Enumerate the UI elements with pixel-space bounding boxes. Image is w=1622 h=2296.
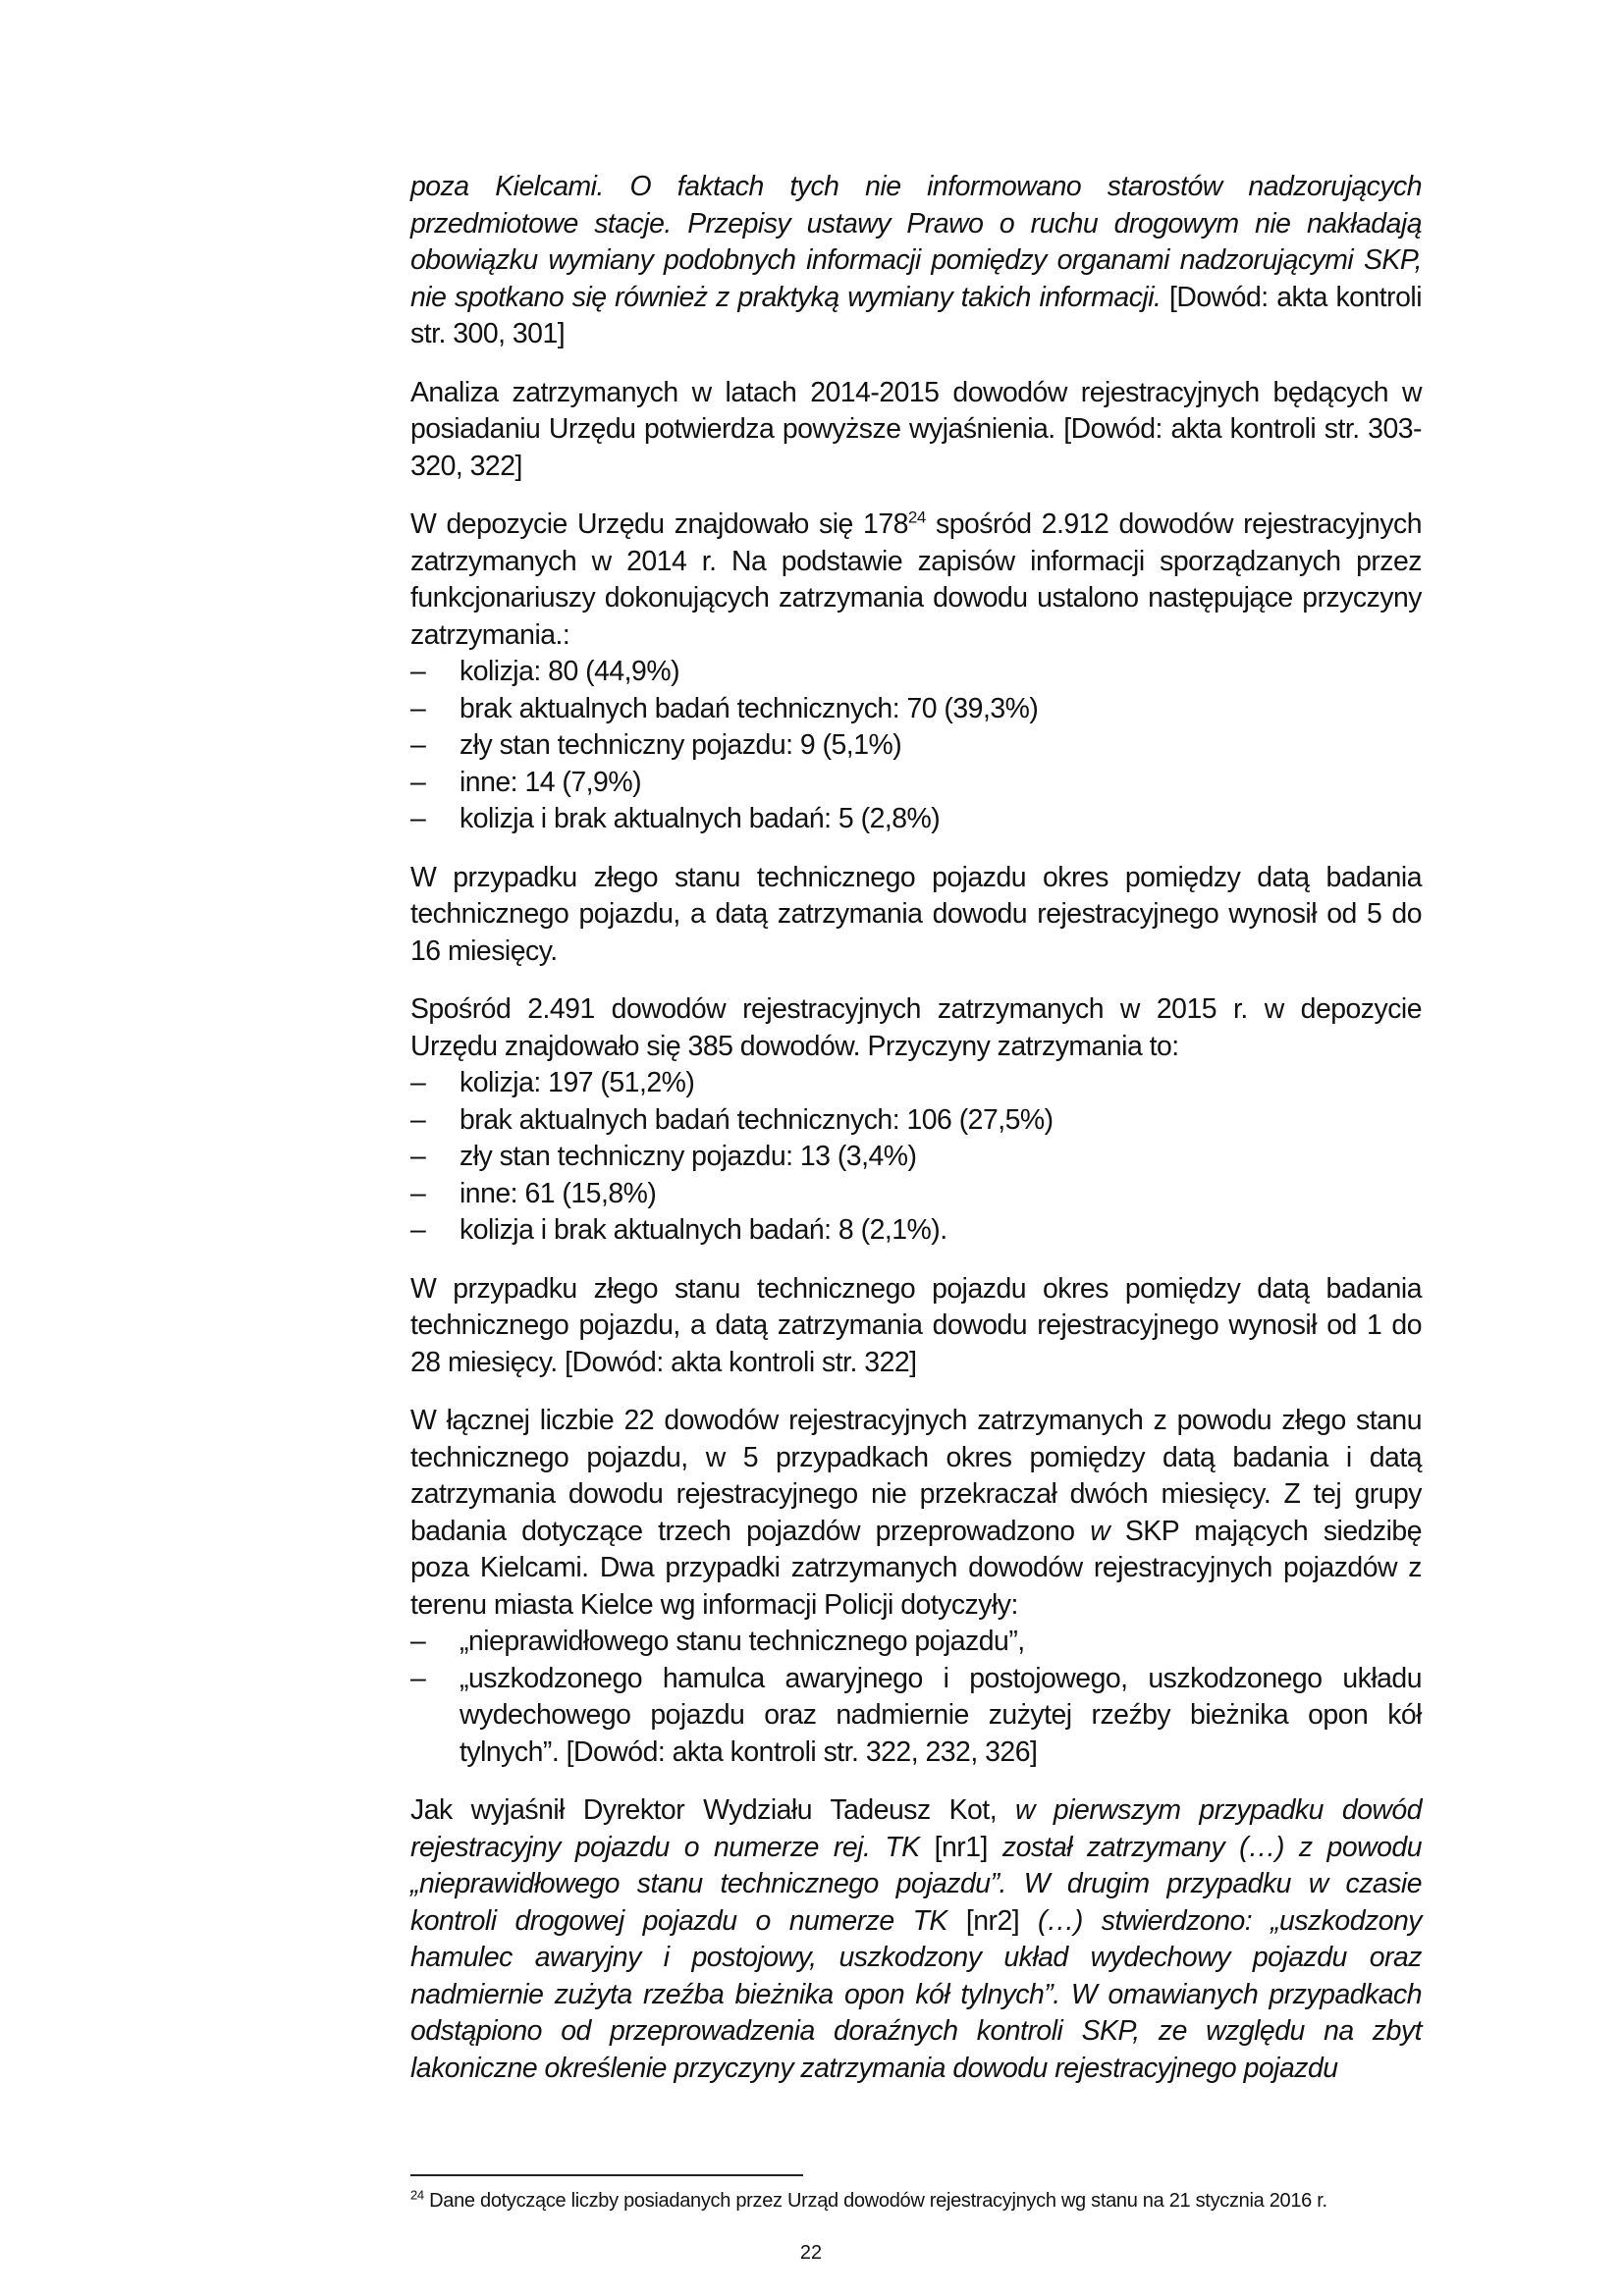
registration-placeholder-2: [nr2] — [965, 1904, 1020, 1937]
registration-placeholder-1: [nr1] — [934, 1831, 988, 1863]
list-item: – „uszkodzonego hamulca awaryjnego i postojowego, uszkodzonego układu wydechowego pojazdu oraz nadmiernie zużytej rzeźby bieżnika opon kół tylnych”. [Dowód: akta kontroli str. 322, 232, 326] — [410, 1661, 1422, 1772]
paragraph-4: W przypadku złego stanu technicznego pojazdu okres pomiędzy datą badania technicznego pojazdu, a datą zatrzymania dowodu rejestracyjnego wynosił od 5 do 16 miesięcy. — [410, 861, 1422, 967]
list-item: – inne: 14 (7,9%) — [410, 765, 1422, 802]
list-item: – „nieprawidłowego stanu technicznego pojazdu”, — [410, 1624, 1422, 1661]
paragraph-1-italic: poza Kielcami. O faktach tych nie informowano starostów nadzorujących przedmiotowe stacje. Przepisy ustawy Prawo o ruchu drogowym nie nakładają obowiązku wymiany podobnych informacji pomiędzy organami nadzorującymi SKP, nie spotkano się również z praktyką wymiany takich informacji. — [410, 171, 1422, 313]
paragraph-7-start: W łącznej liczbie 22 dowodów rejestracyjnych zatrzymanych z powodu złego stanu technicznego pojazdu, w 5 przypadkach okres pomiędzy datą badania i datą zatrzymania dowodu rejestracyjnego nie przekraczał dwóch miesięcy. Z tej grupy badania dotyczące trzech pojazdów przeprowadzono — [410, 1405, 1422, 1547]
paragraph-8-quote-3: (…) stwierdzono: „uszkodzony hamulec awaryjny i postojowy, uszkodzony układ wydechowy pojazdu oraz nadmiernie zużyta rzeźba bieżnika opon kół tylnych”. W omawianych przypadkach odstąpiono od przeprowadzenia doraźnych kontroli SKP, ze względu na zbyt lakoniczne określenie przyczyny zatrzymania dowodu rejestracyjnego pojazdu — [410, 1904, 1422, 2084]
list-item: – brak aktualnych badań technicznych: 106 (27,5%) — [410, 1102, 1422, 1140]
list-item: – kolizja: 80 (44,9%) — [410, 654, 1422, 691]
paragraph-1 — [410, 169, 1422, 353]
paragraph-7 — [410, 1403, 1422, 1624]
paragraph-6: W przypadku złego stanu technicznego pojazdu okres pomiędzy datą badania technicznego pojazdu, a datą zatrzymania dowodu rejestracyjnego wynosił od 1 do 28 miesięcy. [Dowód: akta kontroli str. 322] — [410, 1272, 1422, 1378]
list-item: – kolizja i brak aktualnych badań: 8 (2,1%). — [410, 1212, 1422, 1250]
paragraph-3-start: W depozycie Urzędu znajdowało się 178 — [410, 508, 908, 540]
footnote — [410, 2188, 1422, 2214]
list-item: – brak aktualnych badań technicznych: 70 (39,3%) — [410, 691, 1422, 728]
list-reasons-2014 — [410, 654, 1422, 838]
list-reasons-2015 — [410, 1065, 1422, 1250]
page-body — [410, 169, 1422, 2109]
paragraph-8 — [410, 1792, 1422, 2087]
footnote-number: 24 — [410, 2187, 424, 2203]
footnote-separator — [410, 2174, 803, 2176]
paragraph-7-w: w — [1090, 1515, 1110, 1547]
paragraph-3 — [410, 507, 1422, 654]
footnote-text: Dane dotyczące liczby posiadanych przez Urząd dowodów rejestracyjnych wg stanu na 21 stycznia 2016 r. — [423, 2190, 1327, 2212]
footnote-ref: 24 — [907, 507, 926, 527]
paragraph-1-evidence: [Dowód: akta kontroli str. 300, 301] — [410, 281, 1423, 349]
paragraph-2: Analiza zatrzymanych w latach 2014-2015 dowodów rejestracyjnych będących w posiadaniu Urzędu potwierdza powyższe wyjaśnienia. [Dowód: akta kontroli str. 303-320, 322] — [410, 376, 1422, 482]
paragraph-5: Spośród 2.491 dowodów rejestracyjnych zatrzymanych w 2015 r. w depozycie Urzędu znajdowało się 385 dowodów. Przyczyny zatrzymania to: — [410, 993, 1422, 1062]
paragraph-8-start: Jak wyjaśnił Dyrektor Wydziału Tadeusz Kot, — [410, 1794, 1016, 1826]
paragraph-8-quote-1: w pierwszym przypadku dowód rejestracyjny pojazdu o numerze rej. TK — [410, 1794, 1422, 1863]
list-item: – kolizja i brak aktualnych badań: 5 (2,8%) — [410, 801, 1422, 838]
page-number: 22 — [799, 2242, 823, 2264]
list-item: – inne: 61 (15,8%) — [410, 1176, 1422, 1213]
paragraph-8-quote-2: został zatrzymany (…) z powodu „nieprawidłowego stanu technicznego pojazdu”. W drugim przypadku w czasie kontroli drogowej pojazdu o numerze TK — [410, 1831, 1423, 1937]
list-item: – kolizja: 197 (51,2%) — [410, 1065, 1422, 1102]
list-police-info — [410, 1624, 1422, 1771]
list-item: – zły stan techniczny pojazdu: 9 (5,1%) — [410, 727, 1422, 765]
list-item: – zły stan techniczny pojazdu: 13 (3,4%) — [410, 1139, 1422, 1176]
paragraph-3-end: spośród 2.912 dowodów rejestracyjnych zatrzymanych w 2014 r. Na podstawie zapisów informacji sporządzanych przez funkcjonariuszy dokonujących zatrzymania dowodu ustalono następujące przyczyny zatrzymania.: — [410, 508, 1422, 651]
paragraph-7-end: SKP mających siedzibę poza Kielcami. Dwa przypadki zatrzymanych dowodów rejestracyjnych pojazdów z terenu miasta Kielce wg informacji Policji dotyczyły: — [410, 1515, 1423, 1621]
